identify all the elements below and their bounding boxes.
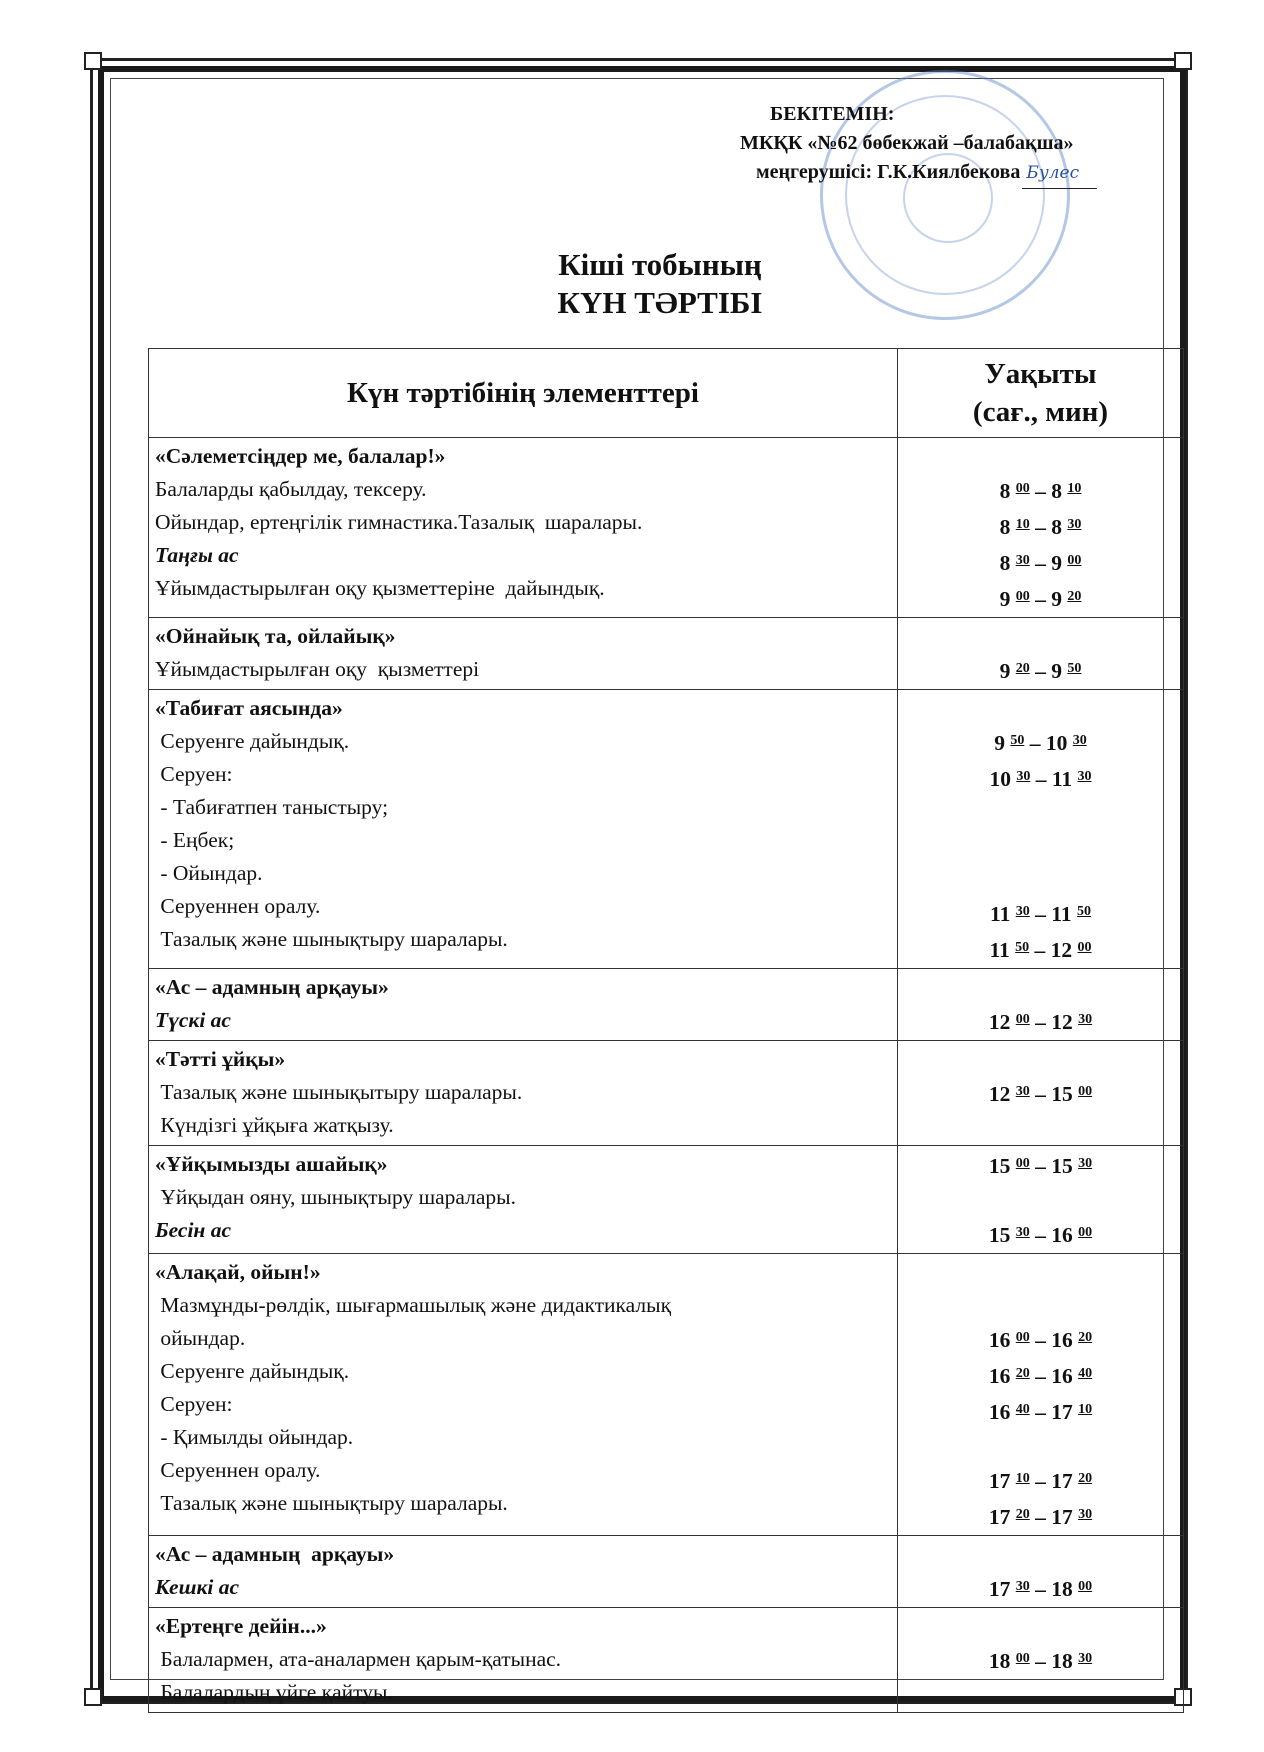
activity-cell: [149, 1146, 898, 1254]
time-range: 16 $^{00}$ – 16 $^{20}$: [988, 1328, 1093, 1352]
time-range: [899, 970, 1182, 1003]
start-hour: 8: [999, 551, 1011, 575]
time-cell: [898, 969, 1184, 1041]
time-range: 16 $^{40}$ – 17 $^{10}$: [988, 1400, 1093, 1424]
end-minute: 20: [1078, 1330, 1093, 1345]
meal-label: Түскі ас: [155, 1008, 231, 1032]
start-hour: 10: [989, 767, 1011, 791]
activity-cell: [149, 1536, 898, 1608]
activity-text: - Еңбек;: [155, 828, 235, 852]
end-minute: 30: [1078, 1156, 1093, 1171]
start-minute: 10: [1015, 517, 1030, 532]
start-minute: 20: [1015, 1507, 1030, 1522]
end-minute: 30: [1078, 1507, 1093, 1522]
activity-text: Серуен:: [155, 1392, 233, 1416]
start-minute: 30: [1015, 553, 1030, 568]
title-group: Кіші тобының: [558, 247, 762, 282]
approval-organization: МКҚК «№62 бөбекжай –балабақша»: [740, 132, 1074, 154]
time-range: 8 $^{00}$ – 8 $^{10}$: [999, 479, 1082, 503]
table-row: [149, 690, 1184, 969]
end-minute: 20: [1078, 1471, 1093, 1486]
activity-text: Күндізгі ұйқыға жатқызу.: [155, 1113, 394, 1137]
frame-corner-ornament: [1174, 52, 1192, 70]
approval-director: [740, 158, 1180, 189]
activity-text: Серуенге дайындық.: [155, 1359, 350, 1383]
table-row: [149, 1146, 1184, 1254]
time-range: 17 $^{30}$ – 18 $^{00}$: [988, 1577, 1093, 1601]
end-hour: 18: [1051, 1649, 1073, 1673]
activity-cell: [149, 438, 898, 618]
table-row: [149, 438, 1184, 618]
start-minute: 00: [1015, 481, 1030, 496]
header-time-label: Уақыты: [984, 358, 1097, 390]
time-cell: [898, 1254, 1184, 1536]
start-hour: 9: [999, 587, 1011, 611]
end-hour: 16: [1051, 1223, 1073, 1247]
time-range: [899, 1429, 1182, 1462]
time-range: 8 $^{30}$ – 9 $^{00}$: [999, 551, 1082, 575]
section-title: «Сәлеметсіңдер ме, балалар!»: [155, 444, 446, 468]
end-minute: 30: [1072, 733, 1087, 748]
time-range: 9 $^{20}$ – 9 $^{50}$: [999, 659, 1082, 683]
time-range: 17 $^{20}$ – 17 $^{30}$: [988, 1505, 1093, 1529]
end-hour: 10: [1045, 731, 1068, 755]
end-hour: 9: [1051, 551, 1062, 575]
end-minute: 50: [1067, 661, 1082, 676]
activity-cell: [149, 690, 898, 969]
section-title: «Ас – адамның арқауы»: [155, 1542, 395, 1566]
end-hour: 8: [1051, 479, 1062, 503]
approval-block: [740, 100, 1180, 189]
activity-cell: [149, 618, 898, 690]
start-minute: 00: [1015, 1156, 1030, 1171]
handwritten-signature: Булес: [1022, 159, 1097, 189]
end-hour: 12: [1050, 938, 1073, 962]
start-minute: 20: [1015, 1366, 1030, 1381]
time-range: [899, 1288, 1182, 1321]
time-range: 16 $^{20}$ – 16 $^{40}$: [988, 1364, 1093, 1388]
meal-label: Кешкі ас: [155, 1575, 240, 1599]
title-main: КҮН ТӘРТІБІ: [557, 285, 763, 320]
end-minute: 50: [1076, 904, 1091, 919]
activity-text: Ұйымдастырылған оқу қызметтеріне дайындық.: [155, 576, 605, 600]
time-cell: [898, 1608, 1184, 1713]
start-hour: 16: [988, 1400, 1011, 1424]
table-row: [149, 969, 1184, 1041]
activity-cell: [149, 1041, 898, 1146]
start-minute: 30: [1015, 1084, 1030, 1099]
end-hour: 17: [1051, 1469, 1073, 1493]
meal-label: Бесін ас: [155, 1218, 232, 1242]
table-row: [149, 618, 1184, 690]
activity-text: Тазалық және шынықтыру шаралары.: [155, 927, 508, 951]
start-minute: 50: [1015, 940, 1030, 955]
activity-text: ойындар.: [155, 1326, 246, 1350]
start-minute: 40: [1015, 1402, 1030, 1417]
daily-schedule-table: [148, 348, 1184, 1713]
activity-text: Серуенге дайындық.: [155, 729, 350, 753]
time-cell: [898, 618, 1184, 690]
approval-heading: БЕКІТЕМІН:: [770, 103, 895, 125]
table-row: [149, 1254, 1184, 1536]
time-range: [899, 796, 1182, 829]
start-minute: 30: [1015, 904, 1030, 919]
start-minute: 20: [1015, 661, 1030, 676]
time-range: [899, 1609, 1182, 1642]
activity-text: - Табиғатпен таныстыру;: [155, 795, 389, 819]
time-cell: [898, 1041, 1184, 1146]
start-hour: 8: [999, 515, 1011, 539]
start-hour: 12: [988, 1010, 1011, 1034]
end-hour: 8: [1051, 515, 1062, 539]
frame-corner-ornament: [84, 52, 102, 70]
start-hour: 8: [999, 479, 1011, 503]
end-hour: 11: [1051, 767, 1073, 791]
end-hour: 9: [1051, 659, 1062, 683]
start-hour: 18: [988, 1649, 1011, 1673]
end-minute: 20: [1067, 589, 1082, 604]
time-range: [899, 1537, 1182, 1570]
start-minute: 00: [1015, 1012, 1030, 1027]
start-minute: 10: [1015, 1471, 1030, 1486]
start-hour: 9: [994, 731, 1005, 755]
start-hour: 17: [988, 1577, 1011, 1601]
start-hour: 15: [988, 1223, 1011, 1247]
start-hour: 16: [988, 1364, 1011, 1388]
table-row: [149, 1536, 1184, 1608]
activity-text: Ұйымдастырылған оқу қызметтері: [155, 657, 480, 681]
section-title: «Алақай, ойын!»: [155, 1260, 321, 1284]
header-time: [898, 349, 1184, 438]
time-range: 9 $^{00}$ – 9 $^{20}$: [999, 587, 1082, 611]
activity-text: Мазмұнды-рөлдік, шығармашылық және дидактикалық: [155, 1293, 672, 1317]
start-hour: 9: [999, 659, 1011, 683]
header-time-unit: (сағ., мин): [972, 396, 1109, 428]
time-range: [899, 862, 1182, 895]
activity-text: Балалардың үйге қайтуы.: [155, 1680, 393, 1704]
activity-text: - Қимылды ойындар.: [155, 1425, 354, 1449]
activity-text: Тазалық және шынықытыру шаралары.: [155, 1080, 523, 1104]
header-activity: Күн тәртібінің элементтері: [149, 349, 898, 438]
activity-text: Балаларды қабылдау, тексеру.: [155, 477, 427, 501]
time-cell: [898, 1536, 1184, 1608]
activity-text: Ұйқыдан ояну, шынықтыру шаралары.: [155, 1185, 516, 1209]
end-minute: 00: [1078, 1225, 1093, 1240]
start-hour: 15: [988, 1154, 1011, 1178]
time-range: 9 $^{50}$ – 10 $^{30}$: [994, 731, 1087, 755]
section-title: «Табиғат аясында»: [155, 696, 343, 720]
document-title: [340, 246, 980, 322]
time-range: 15 $^{00}$ – 15 $^{30}$: [988, 1154, 1093, 1178]
end-minute: 30: [1078, 1012, 1093, 1027]
end-hour: 9: [1051, 587, 1062, 611]
activity-text: Ойындар, ертеңгілік гимнастика.Тазалық шаралары.: [155, 510, 643, 534]
activity-cell: [149, 1254, 898, 1536]
end-minute: 00: [1078, 1579, 1093, 1594]
time-range: 8 $^{10}$ – 8 $^{30}$: [999, 515, 1082, 539]
end-minute: 30: [1067, 517, 1082, 532]
start-minute: 00: [1015, 589, 1030, 604]
time-range: [899, 1255, 1182, 1288]
activity-cell: [149, 1608, 898, 1713]
time-range: 18 $^{00}$ – 18 $^{30}$: [988, 1649, 1093, 1673]
time-range: [899, 1678, 1182, 1711]
start-minute: 30: [1015, 1579, 1030, 1594]
end-minute: 00: [1078, 1084, 1093, 1099]
table-header-row: [149, 349, 1184, 438]
section-title: «Ас – адамның арқауы»: [155, 975, 389, 999]
start-minute: 50: [1010, 733, 1025, 748]
time-cell: [898, 1146, 1184, 1254]
end-hour: 17: [1051, 1505, 1073, 1529]
time-range: [899, 1111, 1182, 1144]
end-hour: 16: [1051, 1328, 1073, 1352]
time-range: [899, 1183, 1182, 1216]
end-minute: 00: [1067, 553, 1082, 568]
end-minute: 10: [1078, 1402, 1093, 1417]
time-range: 15 $^{30}$ – 16 $^{00}$: [988, 1223, 1093, 1247]
activity-text: - Ойындар.: [155, 861, 263, 885]
start-minute: 00: [1015, 1330, 1030, 1345]
start-hour: 11: [990, 902, 1011, 926]
end-minute: 30: [1077, 769, 1092, 784]
time-range: [899, 439, 1182, 472]
start-minute: 30: [1015, 1225, 1030, 1240]
start-hour: 17: [988, 1469, 1011, 1493]
activity-text: Серуен:: [155, 762, 233, 786]
activity-text: Серуеннен оралу.: [155, 1458, 321, 1482]
time-range: [899, 829, 1182, 862]
start-hour: 12: [988, 1082, 1011, 1106]
end-hour: 11: [1051, 902, 1072, 926]
end-minute: 40: [1078, 1366, 1093, 1381]
start-minute: 00: [1015, 1651, 1030, 1666]
time-range: 10 $^{30}$ – 11 $^{30}$: [989, 767, 1092, 791]
time-range: [899, 1042, 1182, 1075]
section-title: «Ұйқымызды ашайық»: [155, 1152, 388, 1176]
end-minute: 10: [1067, 481, 1082, 496]
section-title: «Тәтті ұйқы»: [155, 1047, 286, 1071]
activity-text: Тазалық және шынықтыру шаралары.: [155, 1491, 508, 1515]
start-hour: 16: [988, 1328, 1011, 1352]
section-title: «Ертеңге дейін...»: [155, 1614, 327, 1638]
end-hour: 16: [1051, 1364, 1073, 1388]
activity-text: Серуеннен оралу.: [155, 894, 321, 918]
time-cell: [898, 690, 1184, 969]
start-hour: 11: [989, 938, 1010, 962]
time-range: 11 $^{50}$ – 12 $^{00}$: [989, 938, 1092, 962]
end-hour: 15: [1051, 1082, 1073, 1106]
approval-director-name: меңгерушісі: Г.К.Киялбекова: [756, 161, 1021, 183]
section-title: «Ойнайық та, ойлайық»: [155, 624, 396, 648]
frame-corner-ornament: [84, 1688, 102, 1706]
time-range: 12 $^{30}$ – 15 $^{00}$: [988, 1082, 1093, 1106]
meal-label: Таңғы ас: [155, 543, 239, 567]
end-hour: 17: [1051, 1400, 1073, 1424]
time-range: 11 $^{30}$ – 11 $^{50}$: [990, 902, 1091, 926]
time-range: 12 $^{00}$ – 12 $^{30}$: [988, 1010, 1093, 1034]
table-row: [149, 1608, 1184, 1713]
end-minute: 30: [1078, 1651, 1093, 1666]
end-hour: 12: [1051, 1010, 1073, 1034]
time-range: 17 $^{10}$ – 17 $^{20}$: [988, 1469, 1093, 1493]
activity-text: Балалармен, ата-аналармен қарым-қатынас.: [155, 1647, 562, 1671]
time-range: [899, 619, 1182, 652]
start-hour: 17: [988, 1505, 1011, 1529]
start-minute: 30: [1016, 769, 1031, 784]
table-row: [149, 1041, 1184, 1146]
end-hour: 18: [1051, 1577, 1073, 1601]
time-cell: [898, 438, 1184, 618]
time-range: [899, 691, 1182, 724]
activity-cell: [149, 969, 898, 1041]
end-minute: 00: [1077, 940, 1092, 955]
table-body: [149, 438, 1184, 1713]
end-hour: 15: [1051, 1154, 1073, 1178]
